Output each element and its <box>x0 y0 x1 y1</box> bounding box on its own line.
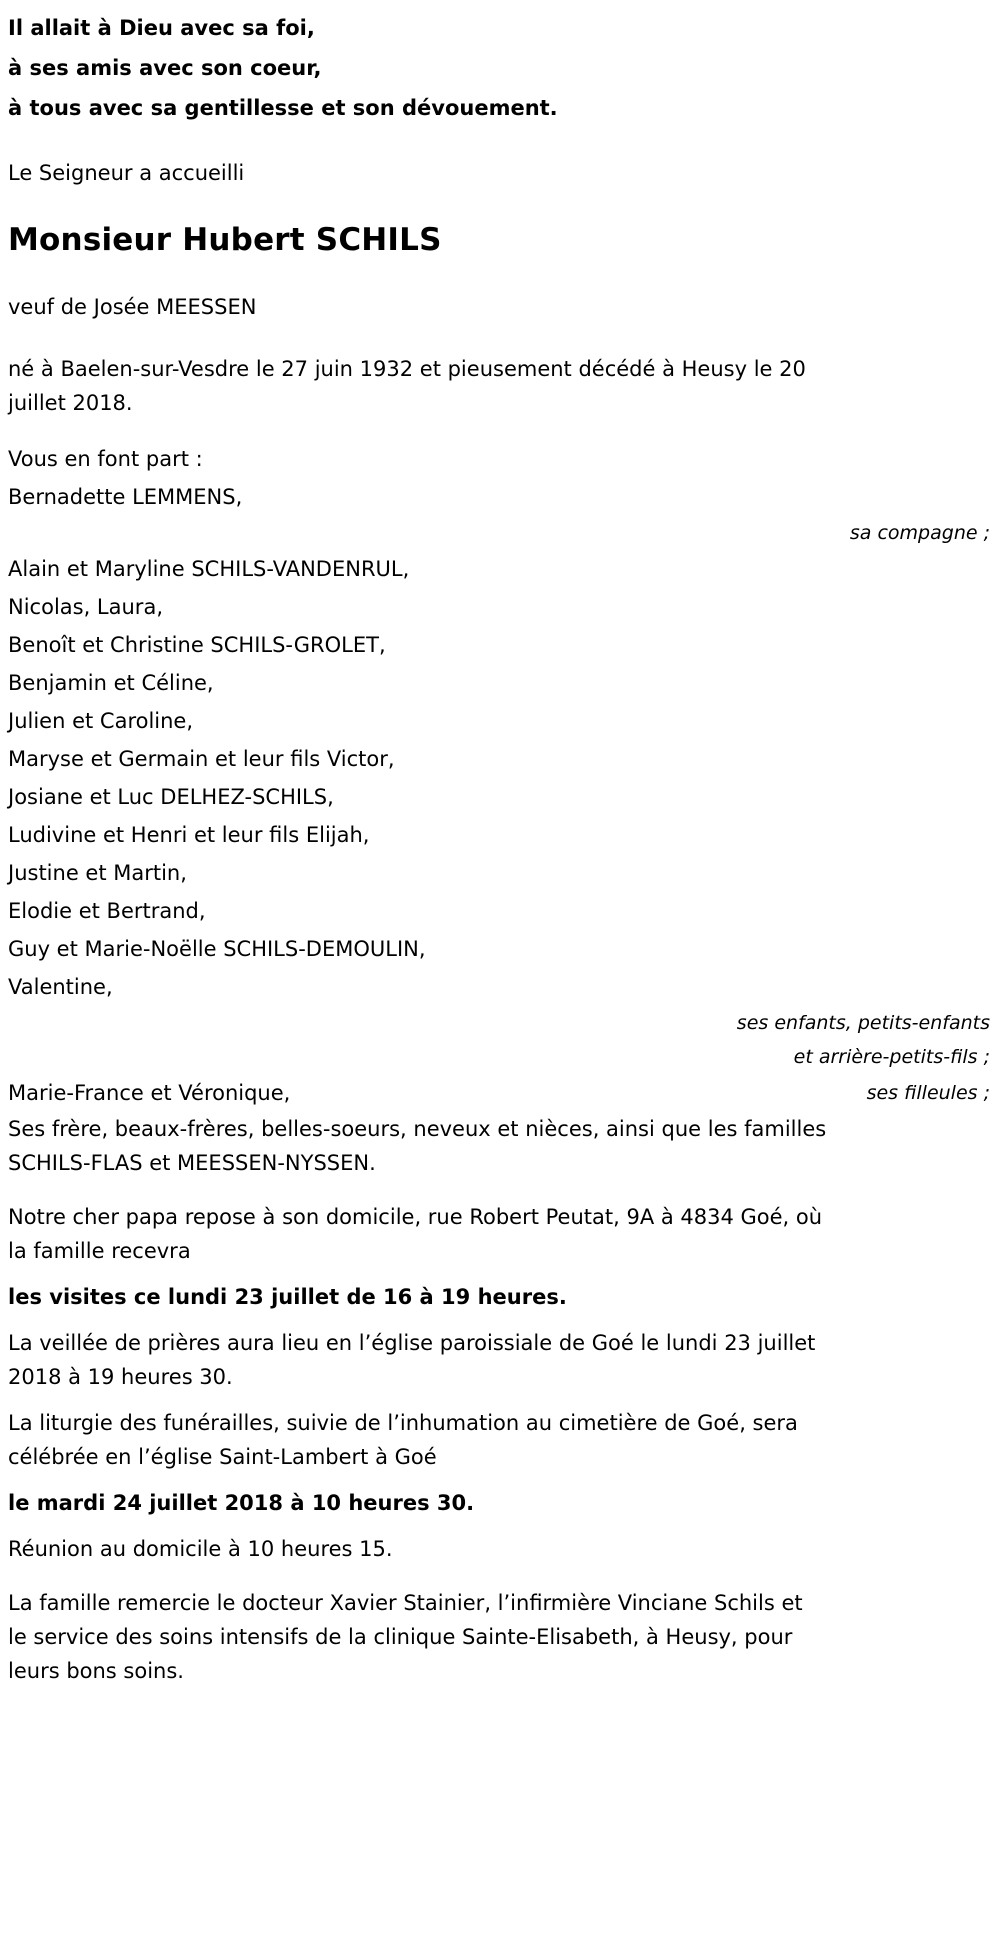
epitaph-line-2: à ses amis avec son coeur, <box>8 56 322 80</box>
spacer-after-birthdeath <box>8 420 990 440</box>
liturgy-time-text: le mardi 24 juillet 2018 à 10 heures 30. <box>8 1491 475 1515</box>
deceased-name: Monsieur Hubert SCHILS <box>8 222 442 258</box>
liturgy-text: La liturgie des funérailles, suivie de l’inhumation au cimetière de Goé, sera célébrée en l’église Saint-Lambert à Goé <box>8 1411 798 1469</box>
family-member-12: Valentine, <box>8 975 113 999</box>
widow-of-text: veuf de Josée MEESSEN <box>8 295 257 319</box>
family-member-9: Justine et Martin, <box>8 861 187 885</box>
spacer-after-name <box>8 262 990 290</box>
family-member-6: Maryse et Germain et leur fils Victor, <box>8 747 395 771</box>
family-member-3: Benoît et Christine SCHILS-GROLET, <box>8 633 386 657</box>
repose-text: Notre cher papa repose à son domicile, rue Robert Peutat, 9A à 4834 Goé, où la famille recevra <box>8 1205 823 1263</box>
thanks-text: La famille remercie le docteur Xavier Stainier, l’infirmière Vinciane Schils et le service des soins intensifs de la clinique Sainte-Elisabeth, à Heusy, pour leurs bons soins. <box>8 1591 803 1683</box>
goddaughters-relation: ses filleules ; <box>866 1082 990 1104</box>
partner-relation-wrap <box>8 516 990 550</box>
family-member-1: Alain et Maryline SCHILS-VANDENRUL, <box>8 557 410 581</box>
family-member-4: Benjamin et Céline, <box>8 671 214 695</box>
intro-text: Le Seigneur a accueilli <box>8 161 245 185</box>
family-member-10: Elodie et Bertrand, <box>8 899 206 923</box>
partner-relation: sa compagne ; <box>849 522 990 544</box>
spacer-after-intro <box>8 190 990 218</box>
family-member-7: Josiane et Luc DELHEZ-SCHILS, <box>8 785 334 809</box>
family-relation-wrap <box>8 1006 990 1074</box>
spacer-after-epitaph <box>8 128 990 156</box>
vigil-text: La veillée de prières aura lieu en l’église paroissiale de Goé le lundi 23 juillet 2018 à 19 heures 30. <box>8 1331 816 1389</box>
goddaughters-row <box>8 1074 990 1112</box>
epitaph-block <box>8 8 990 128</box>
epitaph-line-3: à tous avec sa gentillesse et son dévouement. <box>8 96 558 120</box>
visits-text: les visites ce lundi 23 juillet de 16 à 19 heures. <box>8 1285 567 1309</box>
family-member-5: Julien et Caroline, <box>8 709 194 733</box>
spacer-after-widow <box>8 324 990 352</box>
gathering-text: Réunion au domicile à 10 heures 15. <box>8 1537 393 1561</box>
family-relation: ses enfants, petits-enfants et arrière-petits-fils ; <box>736 1012 990 1068</box>
announce-text: Vous en font part : <box>8 447 203 471</box>
family-member-8: Ludivine et Henri et leur fils Elijah, <box>8 823 370 847</box>
family-member-2: Nicolas, Laura, <box>8 595 163 619</box>
extended-family-text: Ses frère, beaux-frères, belles-soeurs, neveux et nièces, ainsi que les familles SCHILS-FLAS et MEESSEN-NYSSEN. <box>8 1117 827 1175</box>
family-member-11: Guy et Marie-Noëlle SCHILS-DEMOULIN, <box>8 937 426 961</box>
epitaph-line-1: Il allait à Dieu avec sa foi, <box>8 16 315 40</box>
goddaughters-names: Marie-France et Véronique, <box>8 1081 291 1105</box>
birth-death-text: né à Baelen-sur-Vesdre le 27 juin 1932 et pieusement décédé à Heusy le 20 juillet 2018. <box>8 357 806 415</box>
partner-name: Bernadette LEMMENS, <box>8 485 243 509</box>
